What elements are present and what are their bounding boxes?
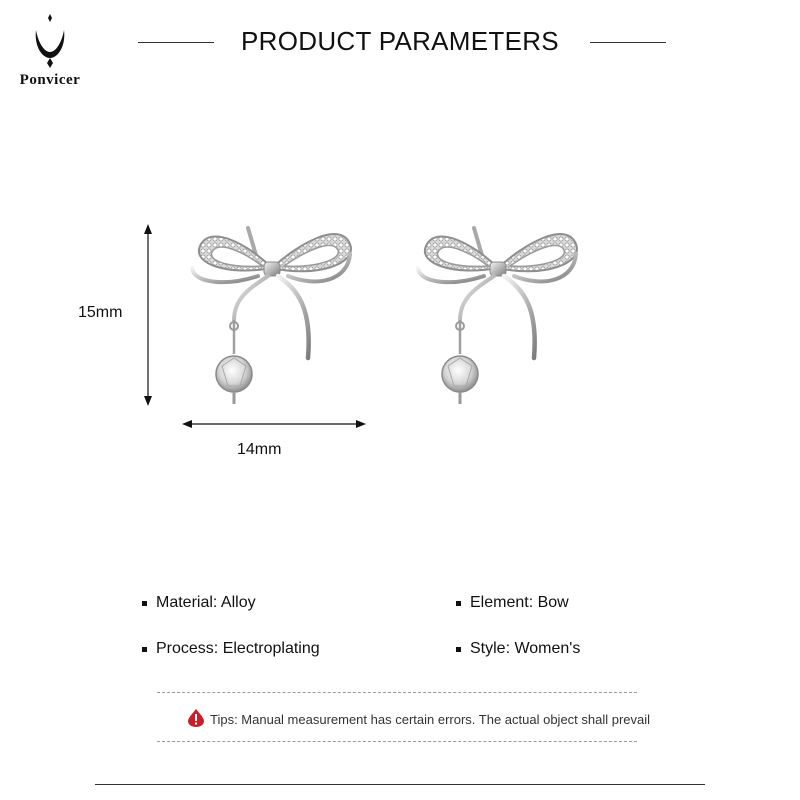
param-label: Style: Women's xyxy=(470,640,581,657)
page-title: PRODUCT PARAMETERS xyxy=(241,26,559,56)
param-style xyxy=(456,640,580,658)
earring-right xyxy=(418,228,577,404)
brand-name: Ponvicer xyxy=(19,72,81,88)
tips-divider-top xyxy=(157,692,637,693)
bullet-icon xyxy=(142,601,147,606)
bullet-icon xyxy=(456,601,461,606)
width-dimension-arrow xyxy=(182,420,366,428)
param-label: Process: Electroplating xyxy=(156,640,320,657)
param-label: Material: Alloy xyxy=(156,594,256,611)
bullet-icon xyxy=(456,647,461,652)
param-material xyxy=(142,594,256,612)
width-label: 14mm xyxy=(237,441,282,458)
bottom-rule xyxy=(95,784,705,785)
param-label: Element: Bow xyxy=(470,594,569,611)
param-process xyxy=(142,640,320,658)
height-label: 15mm xyxy=(78,304,123,321)
height-dimension-arrow xyxy=(144,224,152,406)
tips-note xyxy=(186,708,650,731)
tips-text: Tips: Manual measurement has certain errors. The actual object shall prevail xyxy=(210,712,651,727)
earring-left xyxy=(192,228,351,404)
tips-divider-bottom xyxy=(157,741,637,742)
param-element xyxy=(456,594,569,612)
warning-drop-icon xyxy=(186,708,206,731)
bullet-icon xyxy=(142,647,147,652)
